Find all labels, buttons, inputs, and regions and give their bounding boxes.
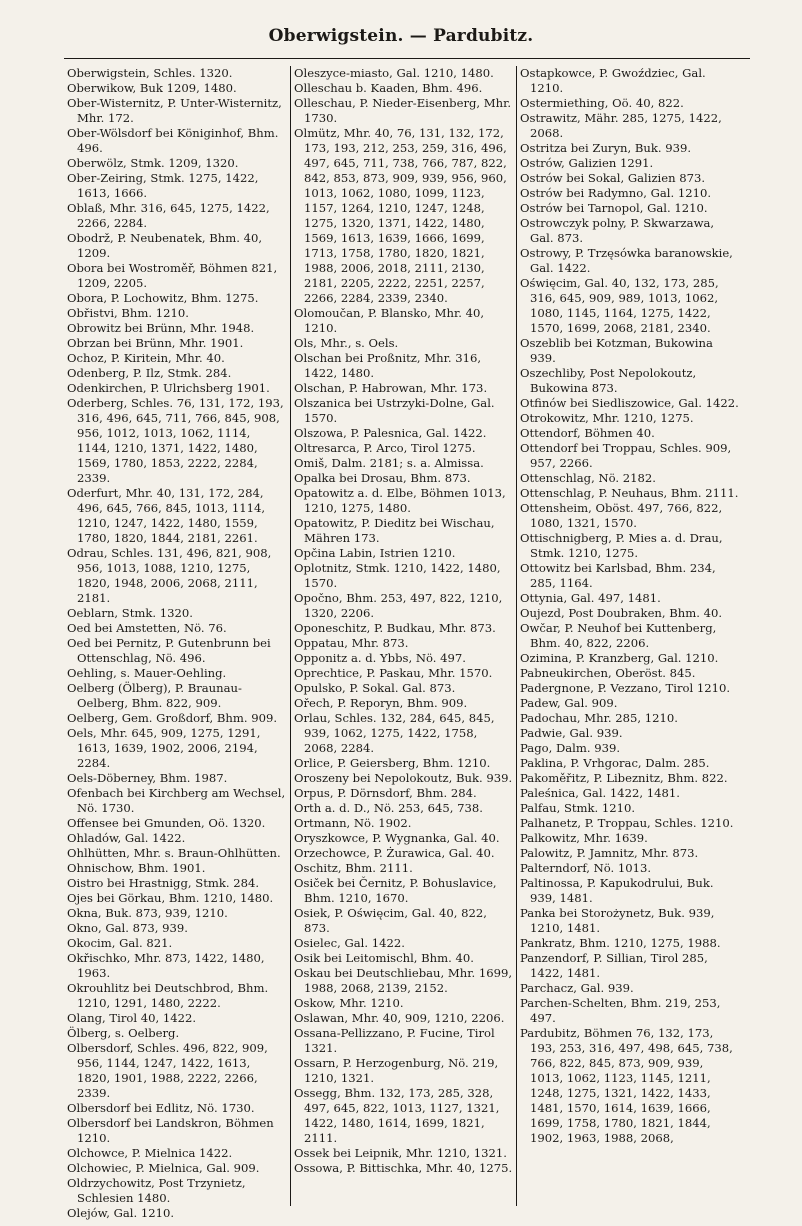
index-entry: Ossegg, Bhm. 132, 173, 285, 328, 497, 645, 822, 1013, 1127, 1321, 1422, 1480, 1614, 1699, 1821, 2111. [294, 1086, 500, 1145]
index-entry: Oplotnitz, Stmk. 1210, 1422, 1480, 1570. [294, 561, 501, 590]
index-entry: Orlice, P. Geiersberg, Bhm. 1210. [294, 756, 491, 770]
index-entry: Ottendorf, Böhmen 40. [520, 426, 655, 440]
index-entry: Ostapkowce, P. Gwoździec, Gal. 1210. [520, 66, 706, 95]
index-entry: Osiček bei Černitz, P. Bohuslavice, Bhm. 1210, 1670. [294, 876, 497, 905]
index-entry: Panka bei Storożynetz, Buk. 939, 1210, 1481. [520, 906, 715, 935]
index-entry: Ols, Mhr., s. Oels. [294, 336, 399, 350]
index-entry: Opatowitz, P. Dieditz bei Wischau, Mähren 173. [294, 516, 495, 545]
index-entry: Ostrawitz, Mähr. 285, 1275, 1422, 2068. [520, 111, 722, 140]
index-entry: Ottendorf bei Troppau, Schles. 909, 957, 2266. [520, 441, 732, 470]
index-entry: Ober-Zeiring, Stmk. 1275, 1422, 1613, 1666. [67, 171, 259, 200]
index-entry: Ossarn, P. Herzogenburg, Nö. 219, 1210, 1321. [294, 1056, 499, 1085]
index-entry: Paklina, P. Vrhgorac, Dalm. 285. [520, 756, 710, 770]
index-entry: Ofenbach bei Kirchberg am Wechsel, Nö. 1730. [67, 786, 286, 815]
index-entry: Olchowiec, P. Mielnica, Gal. 909. [67, 1161, 260, 1175]
index-entry: Ostritza bei Zuryn, Buk. 939. [520, 141, 692, 155]
index-entry: Opulsko, P. Sokal. Gal. 873. [294, 681, 456, 695]
index-entry: Palterndorf, Nö. 1013. [520, 861, 652, 875]
index-entry: Panzendorf, P. Sillian, Tirol 285, 1422, 1481. [520, 951, 708, 980]
index-entry: Otrokowitz, Mhr. 1210, 1275. [520, 411, 694, 425]
index-entry: Palhanetz, P. Troppau, Schles. 1210. [520, 816, 734, 830]
index-entry: Pabneukirchen, Oberöst. 845. [520, 666, 696, 680]
column-1 [64, 66, 290, 1220]
index-entry: Odenberg, P. Ilz, Stmk. 284. [67, 366, 232, 380]
index-entry: Palfau, Stmk. 1210. [520, 801, 636, 815]
index-entry: Oschitz, Bhm. 2111. [294, 861, 413, 875]
index-entry: Olbersdorf, Schles. 496, 822, 909, 956, 1144, 1247, 1422, 1613, 1820, 1901, 1988, 2222, 2266, 2339. [67, 1041, 268, 1100]
index-entry: Oskau bei Deutschliebau, Mhr. 1699, 1988, 2068, 2139, 2152. [294, 966, 513, 995]
index-entry: Oelberg, Gem. Großdorf, Bhm. 909. [67, 711, 278, 725]
index-entry: Oberwölz, Stmk. 1209, 1320. [67, 156, 239, 170]
index-entry: Ohnischow, Bhm. 1901. [67, 861, 206, 875]
page-title: Oberwigstein. — Pardubitz. [268, 26, 534, 46]
index-entry: Ostrów bei Sokal, Galizien 873. [520, 171, 706, 185]
index-entry: Ottischnigberg, P. Mies a. d. Drau, Stmk. 1210, 1275. [520, 531, 723, 560]
index-entry: Opočno, Bhm. 253, 497, 822, 1210, 1320, 2206. [294, 591, 503, 620]
index-entry: Okno, Gal. 873, 939. [67, 921, 188, 935]
index-entry: Oprechtice, P. Paskau, Mhr. 1570. [294, 666, 493, 680]
index-entry: Obrzan bei Brünn, Mhr. 1901. [67, 336, 244, 350]
index-entry: Olang, Tirol 40, 1422. [67, 1011, 197, 1025]
index-entry: Oppatau, Mhr. 873. [294, 636, 409, 650]
index-entry: Oelberg (Ölberg), P. Braunau-Oelberg, Bhm. 822, 909. [67, 681, 242, 710]
index-entry: Oed bei Pernitz, P. Gutenbrunn bei Ottenschlag, Nö. 496. [67, 636, 271, 665]
index-entry: Ozimina, P. Kranzberg, Gal. 1210. [520, 651, 719, 665]
index-entry: Odrau, Schles. 131, 496, 821, 908, 956, 1013, 1088, 1210, 1275, 1820, 1948, 2006, 2068, 2111, 2181. [67, 546, 272, 605]
index-entry: Ossana-Pellizzano, P. Fucine, Tirol 1321. [294, 1026, 495, 1055]
index-entry: Ossek bei Leipnik, Mhr. 1210, 1321. [294, 1146, 507, 1160]
index-entry: Okocim, Gal. 821. [67, 936, 173, 950]
index-entry: Olchowce, P. Mielnica 1422. [67, 1146, 233, 1160]
index-entry: Oryszkowce, P. Wygnanka, Gal. 40. [294, 831, 500, 845]
index-entry: Offensee bei Gmunden, Oö. 1320. [67, 816, 266, 830]
index-entry: Olszowa, P. Palesnica, Gal. 1422. [294, 426, 487, 440]
index-entry: Okřischko, Mhr. 873, 1422, 1480, 1963. [67, 951, 265, 980]
index-entry: Odenkirchen, P. Ulrichsberg 1901. [67, 381, 270, 395]
index-entry: Otfinów bei Siedliszowice, Gal. 1422. [520, 396, 739, 410]
index-entry: Obodrž, P. Neubenatek, Bhm. 40, 1209. [67, 231, 263, 260]
index-entry: Oldrzychowitz, Post Trzynietz, Schlesien 1480. [67, 1176, 246, 1205]
index-entry: Ottowitz bei Karlsbad, Bhm. 234, 285, 1164. [520, 561, 716, 590]
index-entry: Oszechliby, Post Nepolokoutz, Bukowina 873. [520, 366, 697, 395]
index-entry: Paleśnica, Gal. 1422, 1481. [520, 786, 680, 800]
index-entry: Obora bei Wostroměř, Böhmen 821, 1209, 2205. [67, 261, 278, 290]
index-entry: Oderfurt, Mhr. 40, 131, 172, 284, 496, 645, 766, 845, 1013, 1114, 1210, 1247, 1422, 1480, 1559, 1780, 1820, 1844, 2181, 2261. [67, 486, 266, 545]
index-entry: Ostrów bei Tarnopol, Gal. 1210. [520, 201, 708, 215]
index-entry: Oroszeny bei Nepolokoutz, Buk. 939. [294, 771, 513, 785]
index-entry: Orpus, P. Dörnsdorf, Bhm. 284. [294, 786, 477, 800]
index-entry: Ořech, P. Reporyn, Bhm. 909. [294, 696, 468, 710]
index-entry: Olleschau b. Kaaden, Bhm. 496. [294, 81, 483, 95]
index-entry: Orth a. d. D., Nö. 253, 645, 738. [294, 801, 483, 815]
index-entry: Oblaß, Mhr. 316, 645, 1275, 1422, 2266, 2284. [67, 201, 270, 230]
index-entry: Pardubitz, Böhmen 76, 132, 173, 193, 253, 316, 497, 498, 645, 738, 766, 822, 845, 873, 909, 939, 1013, 1062, 1123, 1145, 1211, 1248, 1275, 1321, 1422, 1433, 1481, 1570, 1614, 1639, 1666, 1699, 1758, 1780, 1821, 1844, 1902, 1963, 1988, 2068, [520, 1026, 733, 1145]
index-entry: Ottensheim, Oböst. 497, 766, 822, 1080, 1321, 1570. [520, 501, 723, 530]
index-entry: Oderberg, Schles. 76, 131, 172, 193, 316, 496, 645, 711, 766, 845, 908, 956, 1012, 1013, 1062, 1114, 1144, 1210, 1371, 1422, 1480, 1569, 1780, 1853, 2222, 2284, 2339. [67, 396, 284, 485]
index-entry: Olbersdorf bei Landskron, Böhmen 1210. [67, 1116, 274, 1145]
index-entry: Oszeblib bei Kotzman, Bukowina 939. [520, 336, 713, 365]
index-entry: Ochoz, P. Kiritein, Mhr. 40. [67, 351, 225, 365]
index-entry: Olschan, P. Habrowan, Mhr. 173. [294, 381, 488, 395]
index-entry: Oed bei Amstetten, Nö. 76. [67, 621, 227, 635]
index-entry: Oslawan, Mhr. 40, 909, 1210, 2206. [294, 1011, 505, 1025]
index-entry: Palowitz, P. Jamnitz, Mhr. 873. [520, 846, 699, 860]
index-entry: Olejów, Gal. 1210. [67, 1206, 175, 1220]
index-entry: Ohladów, Gal. 1422. [67, 831, 186, 845]
index-entry: Owčar, P. Neuhof bei Kuttenberg, Bhm. 40, 822, 2206. [520, 621, 717, 650]
index-entry: Orlau, Schles. 132, 284, 645, 845, 939, 1062, 1275, 1422, 1758, 2068, 2284. [294, 711, 495, 755]
index-entry: Padochau, Mhr. 285, 1210. [520, 711, 678, 725]
index-entry: Oels-Döberney, Bhm. 1987. [67, 771, 228, 785]
index-entry: Obora, P. Lochowitz, Bhm. 1275. [67, 291, 259, 305]
index-entry: Olszanica bei Ustrzyki-Dolne, Gal. 1570. [294, 396, 495, 425]
index-entry: Oświęcim, Gal. 40, 132, 173, 285, 316, 645, 909, 989, 1013, 1062, 1080, 1145, 1164, 1275, 1422, 1570, 1699, 2068, 2181, 2340. [520, 276, 719, 335]
index-entry: Ostrowczyk polny, P. Skwarzawa, Gal. 873. [520, 216, 715, 245]
index-entry: Parchen-Schelten, Bhm. 219, 253, 497. [520, 996, 721, 1025]
index-entry: Ostrowy, P. Trzęsówka baranowskie, Gal. 1422. [520, 246, 733, 275]
index-entry: Obřistvi, Bhm. 1210. [67, 306, 189, 320]
index-entry: Oleszyce-miasto, Gal. 1210, 1480. [294, 66, 494, 80]
index-entry: Olmütz, Mhr. 40, 76, 131, 132, 172, 173, 193, 212, 253, 259, 316, 496, 497, 645, 711, 738, 766, 787, 822, 842, 853, 873, 909, 939, 956, 960, 1013, 1062, 1080, 1099, 1123, 1157, 1264, 1210, 1247, 1248, 1275, 1320, 1371, 1422, 1480, 1569, 1613, 1639, 1666, 1699, 1713, 1758, 1780, 1820, 1821, 1988, 2006, 2018, 2111, 2130, 2181, 2205, 2222, 2251, 2257, 2266, 2284, 2339, 2340. [294, 126, 507, 305]
index-entry: Osiek, P. Oświęcim, Gal. 40, 822, 873. [294, 906, 487, 935]
index-entry: Parchacz, Gal. 939. [520, 981, 634, 995]
index-entry: Oberwikow, Buk 1209, 1480. [67, 81, 237, 95]
index-entry: Pakoměřitz, P. Libeznitz, Bhm. 822. [520, 771, 728, 785]
index-entry: Opalka bei Drosau, Bhm. 873. [294, 471, 471, 485]
index-entry: Oehling, s. Mauer-Oehling. [67, 666, 227, 680]
index-entry: Ottenschlag, P. Neuhaus, Bhm. 2111. [520, 486, 739, 500]
index-entry: Oberwigstein, Schles. 1320. [67, 66, 233, 80]
index-entry: Opatowitz a. d. Elbe, Böhmen 1013, 1210, 1275, 1480. [294, 486, 506, 515]
index-entry: Padergnone, P. Vezzano, Tirol 1210. [520, 681, 731, 695]
index-entry: Ortmann, Nö. 1902. [294, 816, 412, 830]
index-entry: Ossowa, P. Bittischka, Mhr. 40, 1275. [294, 1161, 513, 1175]
index-entry: Pago, Dalm. 939. [520, 741, 621, 755]
index-entry: Osik bei Leitomischl, Bhm. 40. [294, 951, 474, 965]
index-columns [64, 66, 744, 1220]
column-2 [290, 66, 516, 1206]
index-entry: Opponitz a. d. Ybbs, Nö. 497. [294, 651, 466, 665]
index-entry: Paltinossa, P. Kapukodrului, Buk. 939, 1481. [520, 876, 714, 905]
index-entry: Opčina Labin, Istrien 1210. [294, 546, 456, 560]
index-entry: Ostrów, Galizien 1291. [520, 156, 654, 170]
index-entry: Olomoučan, P. Blansko, Mhr. 40, 1210. [294, 306, 485, 335]
index-entry: Omiš, Dalm. 2181; s. a. Almissa. [294, 456, 484, 470]
index-entry: Ojes bei Görkau, Bhm. 1210, 1480. [67, 891, 274, 905]
index-entry: Olschan bei Proßnitz, Mhr. 316, 1422, 1480. [294, 351, 482, 380]
index-entry: Ostrów bei Radymno, Gal. 1210. [520, 186, 712, 200]
index-entry: Ostermiething, Oö. 40, 822. [520, 96, 684, 110]
index-entry: Ottenschlag, Nö. 2182. [520, 471, 656, 485]
column-3 [516, 66, 742, 1206]
index-entry: Okna, Buk. 873, 939, 1210. [67, 906, 228, 920]
index-entry: Padew, Gal. 909. [520, 696, 618, 710]
index-entry: Padwie, Gal. 939. [520, 726, 623, 740]
index-entry: Ottynia, Gal. 497, 1481. [520, 591, 661, 605]
index-entry: Ohlhütten, Mhr. s. Braun-Ohlhütten. [67, 846, 281, 860]
index-entry: Olleschau, P. Nieder-Eisenberg, Mhr. 1730. [294, 96, 512, 125]
header-rule [64, 58, 750, 59]
index-entry: Pankratz, Bhm. 1210, 1275, 1988. [520, 936, 721, 950]
index-entry: Oujezd, Post Doubraken, Bhm. 40. [520, 606, 723, 620]
index-entry: Oltresarca, P. Arco, Tirol 1275. [294, 441, 476, 455]
index-entry: Obrowitz bei Brünn, Mhr. 1948. [67, 321, 255, 335]
index-entry: Oistro bei Hrastnigg, Stmk. 284. [67, 876, 260, 890]
index-entry: Orzechowce, P. Żurawica, Gal. 40. [294, 846, 495, 860]
index-entry: Oskow, Mhr. 1210. [294, 996, 404, 1010]
index-entry: Oels, Mhr. 645, 909, 1275, 1291, 1613, 1639, 1902, 2006, 2194, 2284. [67, 726, 261, 770]
index-entry: Ölberg, s. Oelberg. [67, 1026, 180, 1040]
index-entry: Osielec, Gal. 1422. [294, 936, 405, 950]
index-entry: Ober-Wisternitz, P. Unter-Wisternitz, Mhr. 172. [67, 96, 282, 125]
index-entry: Oeblarn, Stmk. 1320. [67, 606, 193, 620]
index-entry: Oponeschitz, P. Budkau, Mhr. 873. [294, 621, 496, 635]
index-entry: Olbersdorf bei Edlitz, Nö. 1730. [67, 1101, 255, 1115]
index-entry: Palkowitz, Mhr. 1639. [520, 831, 648, 845]
index-entry: Ober-Wölsdorf bei Königinhof, Bhm. 496. [67, 126, 279, 155]
index-entry: Okrouhlitz bei Deutschbrod, Bhm. 1210, 1291, 1480, 2222. [67, 981, 269, 1010]
